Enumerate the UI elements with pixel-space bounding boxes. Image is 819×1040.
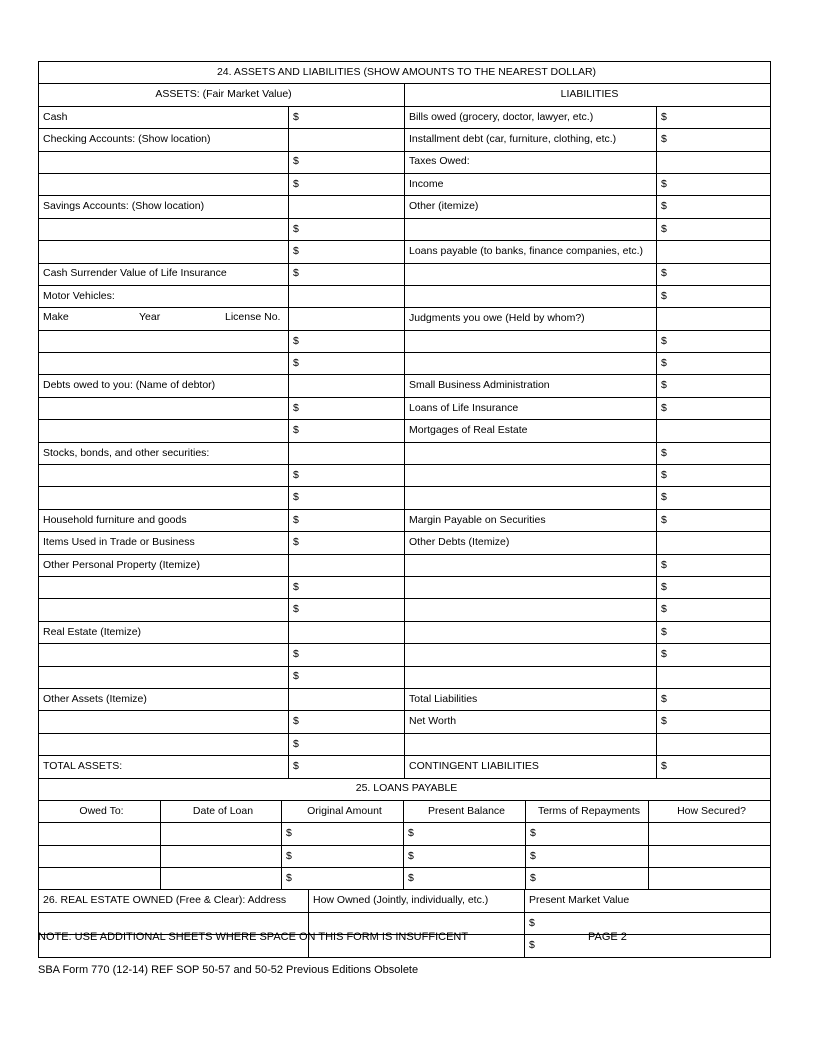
loans-payable-column-header: Terms of Repayments	[526, 800, 649, 822]
assets-liabilities-header-row	[39, 84, 771, 106]
liability-blank-cell[interactable]	[405, 285, 657, 307]
assets-liabilities-row	[39, 173, 771, 195]
loans-payable-column-header: Present Balance	[404, 800, 526, 822]
real-estate-owned-column-header: Present Market Value	[525, 890, 771, 912]
assets-liabilities-row	[39, 756, 771, 778]
liability-label-cell[interactable]: Margin Payable on Securities	[405, 509, 657, 531]
asset-blank-cell[interactable]	[39, 733, 289, 755]
assets-liabilities-row	[39, 308, 771, 330]
section-24-title-row	[39, 62, 771, 84]
asset-amount-cell[interactable]: $	[289, 106, 405, 128]
liability-label-cell[interactable]: Taxes Owed:	[405, 151, 657, 173]
loans-payable-cell-original-amount[interactable]: $	[282, 845, 404, 867]
liability-amount-cell[interactable]: $	[657, 106, 771, 128]
liability-blank-cell[interactable]	[405, 487, 657, 509]
loans-payable-cell-date-of-loan[interactable]	[161, 823, 282, 845]
liability-amount-cell[interactable]: $	[657, 330, 771, 352]
asset-amount-cell[interactable]	[289, 196, 405, 218]
assets-liabilities-row	[39, 397, 771, 419]
liability-blank-cell[interactable]	[405, 353, 657, 375]
assets-liabilities-row	[39, 241, 771, 263]
liability-amount-cell[interactable]	[657, 420, 771, 442]
liability-amount-cell[interactable]: $	[657, 509, 771, 531]
asset-label-cell[interactable]: Household furniture and goods	[39, 509, 289, 531]
assets-liabilities-row	[39, 599, 771, 621]
liability-amount-cell[interactable]: $	[657, 375, 771, 397]
asset-amount-cell[interactable]	[289, 688, 405, 710]
asset-amount-cell[interactable]: $	[289, 756, 405, 778]
loans-payable-cell-original-amount[interactable]: $	[282, 868, 404, 890]
assets-liabilities-row	[39, 129, 771, 151]
liability-label-cell[interactable]: Other (itemize)	[405, 196, 657, 218]
liability-label-cell[interactable]: Loans of Life Insurance	[405, 397, 657, 419]
liability-blank-cell[interactable]	[405, 465, 657, 487]
assets-liabilities-row	[39, 353, 771, 375]
assets-liabilities-row	[39, 733, 771, 755]
real-estate-owned-column-header: 26. REAL ESTATE OWNED (Free & Clear): Address	[39, 890, 309, 912]
liability-blank-cell[interactable]	[405, 330, 657, 352]
loans-payable-table	[38, 778, 771, 891]
assets-liabilities-row	[39, 465, 771, 487]
asset-label-cell[interactable]: Savings Accounts: (Show location)	[39, 196, 289, 218]
assets-column-header: ASSETS: (Fair Market Value)	[39, 84, 405, 106]
asset-amount-cell[interactable]: $	[289, 263, 405, 285]
loans-payable-cell-how-secured[interactable]	[649, 845, 771, 867]
assets-liabilities-row	[39, 554, 771, 576]
loans-payable-column-header: How Secured?	[649, 800, 771, 822]
liability-amount-cell[interactable]: $	[657, 711, 771, 733]
asset-label-cell[interactable]: TOTAL ASSETS:	[39, 756, 289, 778]
asset-amount-cell[interactable]: $	[289, 487, 405, 509]
real-estate-cell-market-value[interactable]: $	[525, 912, 771, 934]
liability-amount-cell[interactable]: $	[657, 599, 771, 621]
asset-label-cell[interactable]: Cash Surrender Value of Life Insurance	[39, 263, 289, 285]
asset-amount-cell[interactable]: $	[289, 218, 405, 240]
asset-amount-cell[interactable]	[289, 308, 405, 330]
assets-liabilities-row	[39, 196, 771, 218]
liability-amount-cell[interactable]: $	[657, 196, 771, 218]
asset-blank-cell[interactable]	[39, 241, 289, 263]
liability-amount-cell[interactable]	[657, 666, 771, 688]
liability-blank-cell[interactable]	[405, 442, 657, 464]
liabilities-column-header: LIABILITIES	[405, 84, 771, 106]
liability-label-cell[interactable]: Other Debts (Itemize)	[405, 532, 657, 554]
assets-liabilities-row	[39, 375, 771, 397]
asset-amount-cell[interactable]	[289, 442, 405, 464]
assets-liabilities-row	[39, 263, 771, 285]
loans-payable-cell-present-balance[interactable]: $	[404, 823, 526, 845]
liability-amount-cell[interactable]: $	[657, 397, 771, 419]
liability-label-cell[interactable]: Net Worth	[405, 711, 657, 733]
loans-payable-cell-date-of-loan[interactable]	[161, 845, 282, 867]
liability-blank-cell[interactable]	[405, 263, 657, 285]
loans-payable-header-row	[39, 800, 771, 822]
liability-amount-cell[interactable]	[657, 151, 771, 173]
assets-liabilities-row	[39, 532, 771, 554]
liability-label-cell[interactable]: Total Liabilities	[405, 688, 657, 710]
real-estate-owned-column-header: How Owned (Jointly, individually, etc.)	[309, 890, 525, 912]
asset-blank-cell[interactable]	[39, 487, 289, 509]
assets-liabilities-row	[39, 666, 771, 688]
asset-blank-cell[interactable]	[39, 218, 289, 240]
asset-blank-cell[interactable]	[39, 173, 289, 195]
liability-label-cell[interactable]: Income	[405, 173, 657, 195]
loans-payable-cell-owed-to[interactable]	[39, 823, 161, 845]
assets-liabilities-row	[39, 487, 771, 509]
liability-blank-cell[interactable]	[405, 644, 657, 666]
asset-blank-cell[interactable]	[39, 465, 289, 487]
loans-payable-cell-terms[interactable]: $	[526, 823, 649, 845]
liability-label-cell[interactable]: Loans payable (to banks, finance companies, etc.)	[405, 241, 657, 263]
footer-note: NOTE: USE ADDITIONAL SHEETS WHERE SPACE ON THIS FORM IS INSUFFICENT	[38, 931, 469, 943]
asset-amount-cell[interactable]: $	[289, 576, 405, 598]
motor-vehicle-license-label: License No.	[225, 311, 281, 324]
asset-amount-cell[interactable]: $	[289, 420, 405, 442]
real-estate-owned-header-row	[39, 890, 771, 912]
asset-label-cell[interactable]: Cash	[39, 106, 289, 128]
asset-amount-cell[interactable]: $	[289, 711, 405, 733]
asset-blank-cell[interactable]	[39, 353, 289, 375]
asset-blank-cell[interactable]	[39, 151, 289, 173]
asset-blank-cell[interactable]	[39, 644, 289, 666]
assets-liabilities-row	[39, 420, 771, 442]
liability-label-cell[interactable]: Bills owed (grocery, doctor, lawyer, etc.)	[405, 106, 657, 128]
assets-liabilities-table	[38, 61, 771, 779]
liability-amount-cell[interactable]: $	[657, 621, 771, 643]
liability-amount-cell[interactable]: $	[657, 688, 771, 710]
liability-amount-cell[interactable]	[657, 532, 771, 554]
asset-blank-cell[interactable]	[39, 420, 289, 442]
liability-blank-cell[interactable]	[405, 554, 657, 576]
liability-amount-cell[interactable]: $	[657, 487, 771, 509]
motor-vehicle-headers-cell[interactable]	[39, 308, 289, 330]
liability-amount-cell[interactable]: $	[657, 285, 771, 307]
liability-amount-cell[interactable]: $	[657, 554, 771, 576]
asset-label-cell[interactable]: Stocks, bonds, and other securities:	[39, 442, 289, 464]
asset-label-cell[interactable]: Other Assets (Itemize)	[39, 688, 289, 710]
loans-payable-cell-how-secured[interactable]	[649, 823, 771, 845]
footer-page-number: PAGE 2	[588, 931, 627, 943]
liability-amount-cell[interactable]: $	[657, 576, 771, 598]
asset-amount-cell[interactable]: $	[289, 397, 405, 419]
liability-label-cell[interactable]: Mortgages of Real Estate	[405, 420, 657, 442]
asset-label-cell[interactable]: Items Used in Trade or Business	[39, 532, 289, 554]
asset-amount-cell[interactable]: $	[289, 353, 405, 375]
liability-blank-cell[interactable]	[405, 666, 657, 688]
liability-amount-cell[interactable]: $	[657, 644, 771, 666]
loans-payable-cell-owed-to[interactable]	[39, 868, 161, 890]
assets-liabilities-body	[39, 62, 771, 779]
section-25-title: 25. LOANS PAYABLE	[39, 778, 771, 800]
loans-payable-cell-date-of-loan[interactable]	[161, 868, 282, 890]
liability-amount-cell[interactable]	[657, 241, 771, 263]
asset-amount-cell[interactable]: $	[289, 173, 405, 195]
asset-amount-cell[interactable]: $	[289, 599, 405, 621]
asset-label-cell[interactable]: Checking Accounts: (Show location)	[39, 129, 289, 151]
section-25-title-row	[39, 778, 771, 800]
liability-amount-cell[interactable]	[657, 733, 771, 755]
liability-blank-cell[interactable]	[405, 621, 657, 643]
asset-blank-cell[interactable]	[39, 711, 289, 733]
assets-liabilities-row	[39, 711, 771, 733]
asset-label-cell[interactable]: Other Personal Property (Itemize)	[39, 554, 289, 576]
assets-liabilities-row	[39, 218, 771, 240]
loans-payable-cell-present-balance[interactable]: $	[404, 845, 526, 867]
assets-liabilities-row	[39, 621, 771, 643]
liability-amount-cell[interactable]: $	[657, 263, 771, 285]
asset-blank-cell[interactable]	[39, 397, 289, 419]
motor-vehicle-make-label: Make	[43, 311, 69, 324]
asset-amount-cell[interactable]	[289, 375, 405, 397]
liability-blank-cell[interactable]	[405, 576, 657, 598]
real-estate-cell-market-value[interactable]: $	[525, 935, 771, 957]
asset-amount-cell[interactable]: $	[289, 241, 405, 263]
asset-amount-cell[interactable]	[289, 554, 405, 576]
liability-amount-cell[interactable]	[657, 308, 771, 330]
loans-payable-row	[39, 845, 771, 867]
liability-label-cell[interactable]: Installment debt (car, furniture, clothing, etc.)	[405, 129, 657, 151]
assets-liabilities-row	[39, 442, 771, 464]
asset-amount-cell[interactable]	[289, 129, 405, 151]
asset-label-cell[interactable]: Real Estate (Itemize)	[39, 621, 289, 643]
liability-blank-cell[interactable]	[405, 599, 657, 621]
assets-liabilities-row	[39, 285, 771, 307]
asset-amount-cell[interactable]: $	[289, 666, 405, 688]
loans-payable-body	[39, 778, 771, 890]
asset-blank-cell[interactable]	[39, 666, 289, 688]
assets-liabilities-row	[39, 509, 771, 531]
assets-liabilities-row	[39, 688, 771, 710]
asset-amount-cell[interactable]: $	[289, 151, 405, 173]
section-24-title: 24. ASSETS AND LIABILITIES (SHOW AMOUNTS TO THE NEAREST DOLLAR)	[39, 62, 771, 84]
asset-amount-cell[interactable]: $	[289, 330, 405, 352]
liability-amount-cell[interactable]: $	[657, 129, 771, 151]
liability-amount-cell[interactable]: $	[657, 218, 771, 240]
asset-amount-cell[interactable]	[289, 285, 405, 307]
liability-label-cell[interactable]: CONTINGENT LIABILITIES	[405, 756, 657, 778]
liability-amount-cell[interactable]: $	[657, 173, 771, 195]
loans-payable-row	[39, 868, 771, 890]
footer-note-bar	[38, 931, 778, 949]
assets-liabilities-row	[39, 576, 771, 598]
loans-payable-cell-how-secured[interactable]	[649, 868, 771, 890]
asset-amount-cell[interactable]: $	[289, 733, 405, 755]
loans-payable-cell-owed-to[interactable]	[39, 845, 161, 867]
asset-blank-cell[interactable]	[39, 576, 289, 598]
liability-amount-cell[interactable]: $	[657, 756, 771, 778]
liability-amount-cell[interactable]: $	[657, 353, 771, 375]
motor-vehicle-year-label: Year	[139, 311, 161, 324]
asset-amount-cell[interactable]: $	[289, 465, 405, 487]
liability-amount-cell[interactable]: $	[657, 442, 771, 464]
loans-payable-row	[39, 823, 771, 845]
assets-liabilities-row	[39, 151, 771, 173]
assets-liabilities-row	[39, 106, 771, 128]
liability-amount-cell[interactable]: $	[657, 465, 771, 487]
loans-payable-cell-present-balance[interactable]: $	[404, 868, 526, 890]
assets-liabilities-row	[39, 330, 771, 352]
asset-blank-cell[interactable]	[39, 330, 289, 352]
liability-label-cell[interactable]: Judgments you owe (Held by whom?)	[405, 308, 657, 330]
asset-blank-cell[interactable]	[39, 599, 289, 621]
asset-label-cell[interactable]: Debts owed to you: (Name of debtor)	[39, 375, 289, 397]
loans-payable-column-header: Owed To:	[39, 800, 161, 822]
loans-payable-column-header: Date of Loan	[161, 800, 282, 822]
footer-form-reference: SBA Form 770 (12-14) REF SOP 50-57 and 50-52 Previous Editions Obsolete	[38, 964, 419, 976]
liability-label-cell[interactable]: Small Business Administration	[405, 375, 657, 397]
loans-payable-cell-terms[interactable]: $	[526, 868, 649, 890]
asset-label-cell[interactable]: Motor Vehicles:	[39, 285, 289, 307]
loans-payable-column-header: Original Amount	[282, 800, 404, 822]
asset-amount-cell[interactable]: $	[289, 532, 405, 554]
asset-amount-cell[interactable]: $	[289, 644, 405, 666]
loans-payable-cell-terms[interactable]: $	[526, 845, 649, 867]
asset-amount-cell[interactable]	[289, 621, 405, 643]
loans-payable-cell-original-amount[interactable]: $	[282, 823, 404, 845]
liability-blank-cell[interactable]	[405, 733, 657, 755]
asset-amount-cell[interactable]: $	[289, 509, 405, 531]
assets-liabilities-row	[39, 644, 771, 666]
liability-blank-cell[interactable]	[405, 218, 657, 240]
